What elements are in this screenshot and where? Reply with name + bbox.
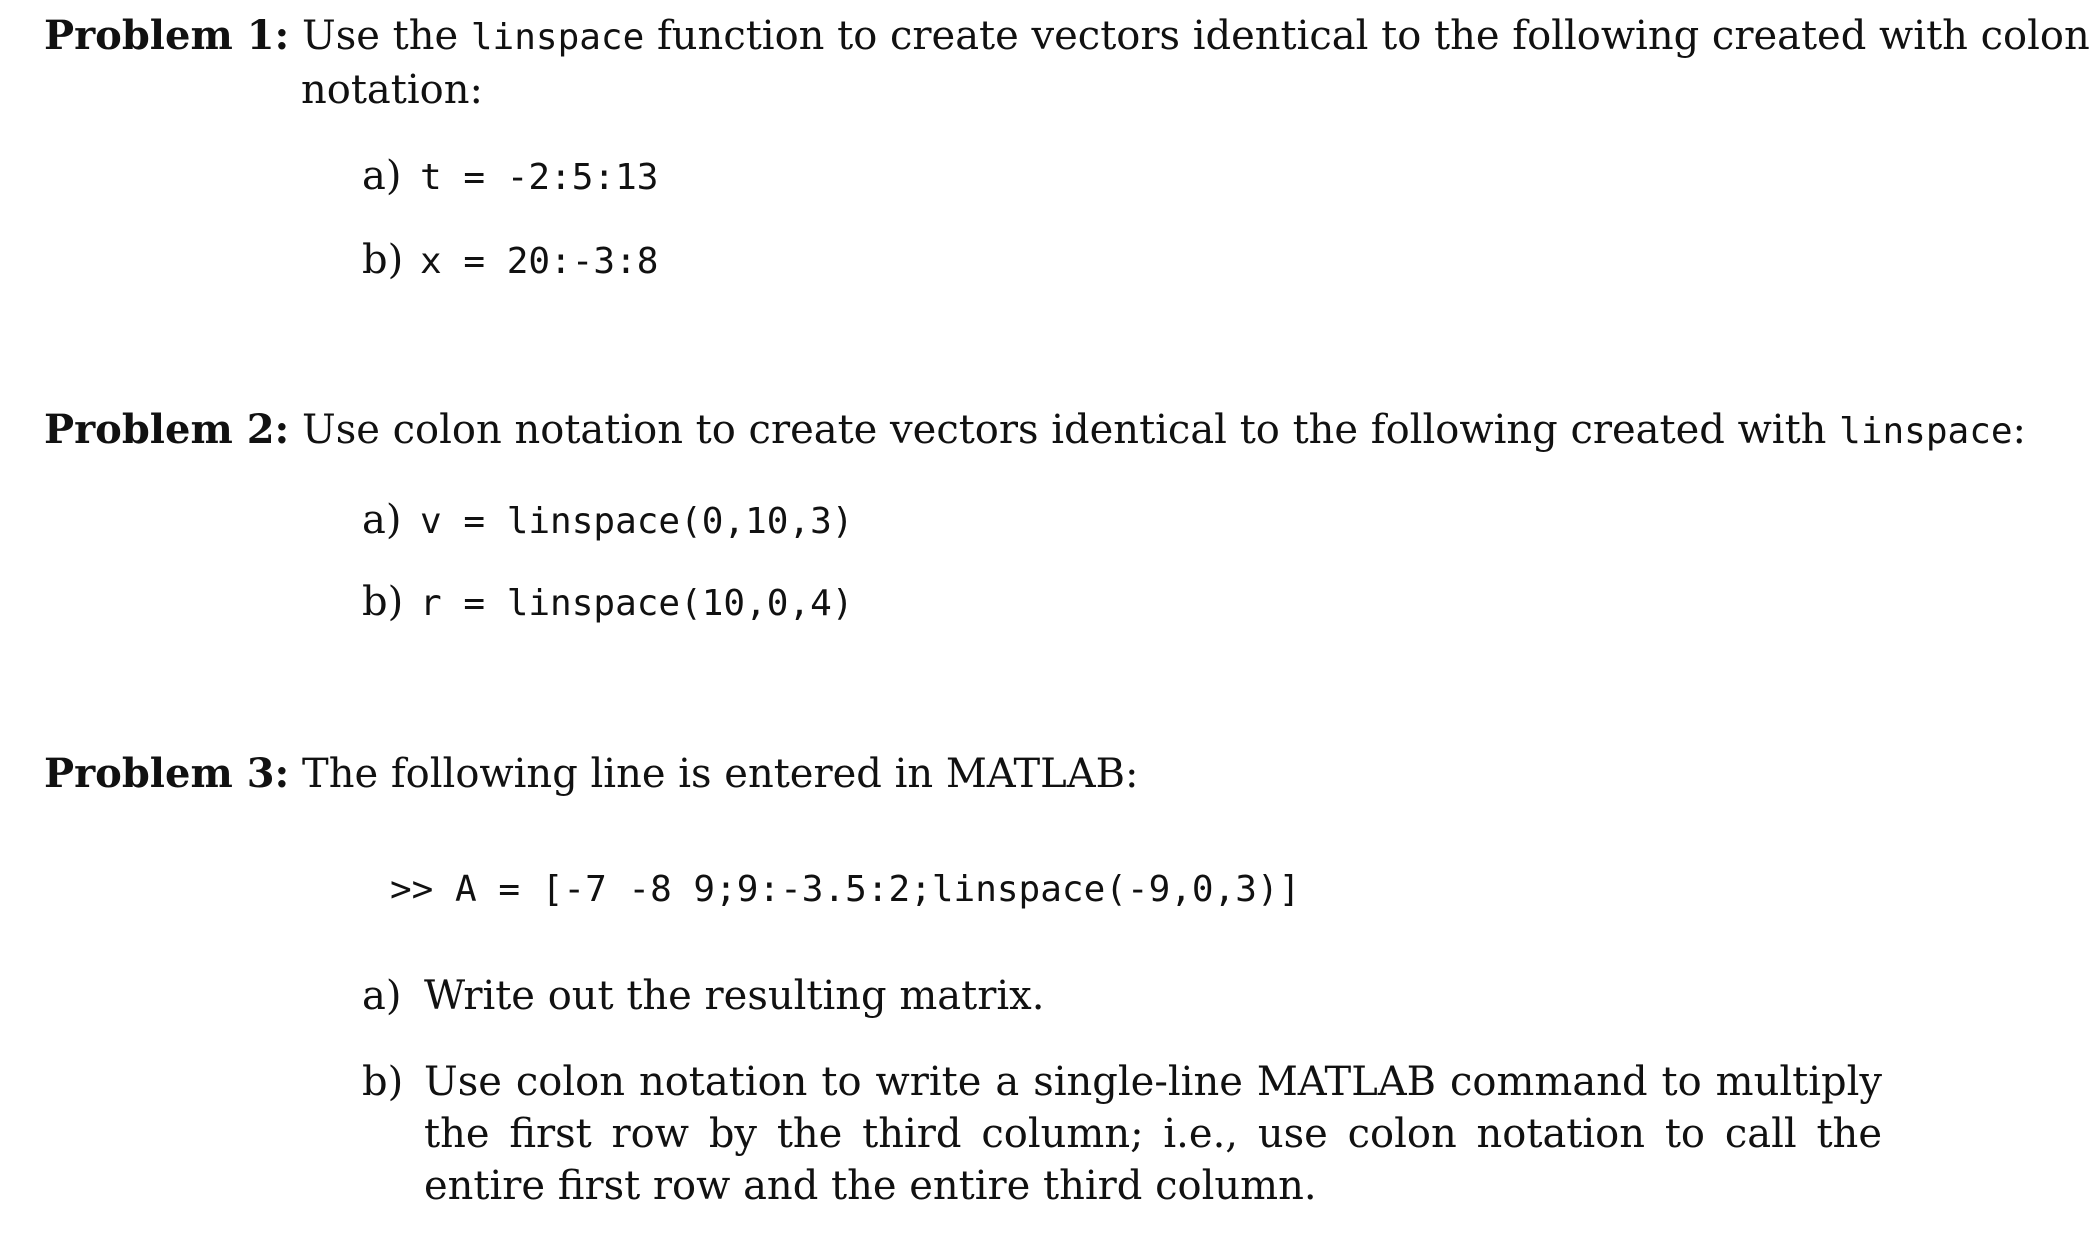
problem-2-item-b	[362, 576, 853, 630]
matlab-command	[390, 864, 1300, 922]
problem-2	[44, 404, 2027, 458]
part-label: b)	[362, 1059, 404, 1105]
item-code: x = 20:-3:8	[420, 241, 659, 282]
part-label: a)	[362, 973, 402, 1019]
problem-2-heading: Problem 2:	[44, 406, 290, 453]
problem-1-intro-continued: notation:	[301, 67, 483, 113]
problem-2-intro-code: linspace	[1839, 411, 2013, 452]
command-code: >> A = [-7 -8 9;9:-3.5:2;linspace(-9,0,3)]	[390, 869, 1301, 910]
problem-3-intro	[44, 748, 1894, 800]
problem-3-part-a	[362, 970, 1882, 1022]
problem-1-intro-text-after: function to create vectors identical to the following created with colon	[656, 13, 2090, 59]
item-label: b)	[362, 237, 404, 283]
problem-1-item-b	[362, 234, 658, 288]
problem-1-intro-text: Use the	[302, 13, 459, 59]
problem-2-item-a	[362, 494, 853, 548]
item-label: a)	[362, 497, 402, 543]
problem-2-intro	[44, 404, 2027, 458]
problem-1-heading: Problem 1:	[44, 12, 290, 59]
item-label: a)	[362, 153, 402, 199]
problem-1-intro-code: linspace	[470, 17, 645, 58]
item-label: b)	[362, 579, 404, 625]
problem-3	[44, 748, 1894, 800]
problem-3-part-b	[362, 1056, 1882, 1212]
item-code: t = -2:5:13	[420, 157, 659, 198]
item-code: r = linspace(10,0,4)	[420, 583, 854, 624]
problem-1-item-a	[362, 150, 658, 204]
problem-2-intro-colon: :	[2012, 407, 2027, 453]
problem-3-heading: Problem 3:	[44, 750, 290, 797]
problem-3-intro-text: The following line is entered in MATLAB:	[302, 751, 1139, 797]
problem-1-intro	[44, 10, 2090, 64]
part-text: Write out the resulting matrix.	[424, 973, 1045, 1019]
problem-2-intro-text: Use colon notation to create vectors identical to the following created with	[302, 407, 1827, 453]
item-code: v = linspace(0,10,3)	[420, 501, 854, 542]
problem-1	[44, 10, 2090, 116]
part-text: Use colon notation to write a single-line MATLAB command to multiply the first row by the third column; i.e., use colon notation to call the entire first row and the entire third column.	[424, 1059, 1882, 1209]
